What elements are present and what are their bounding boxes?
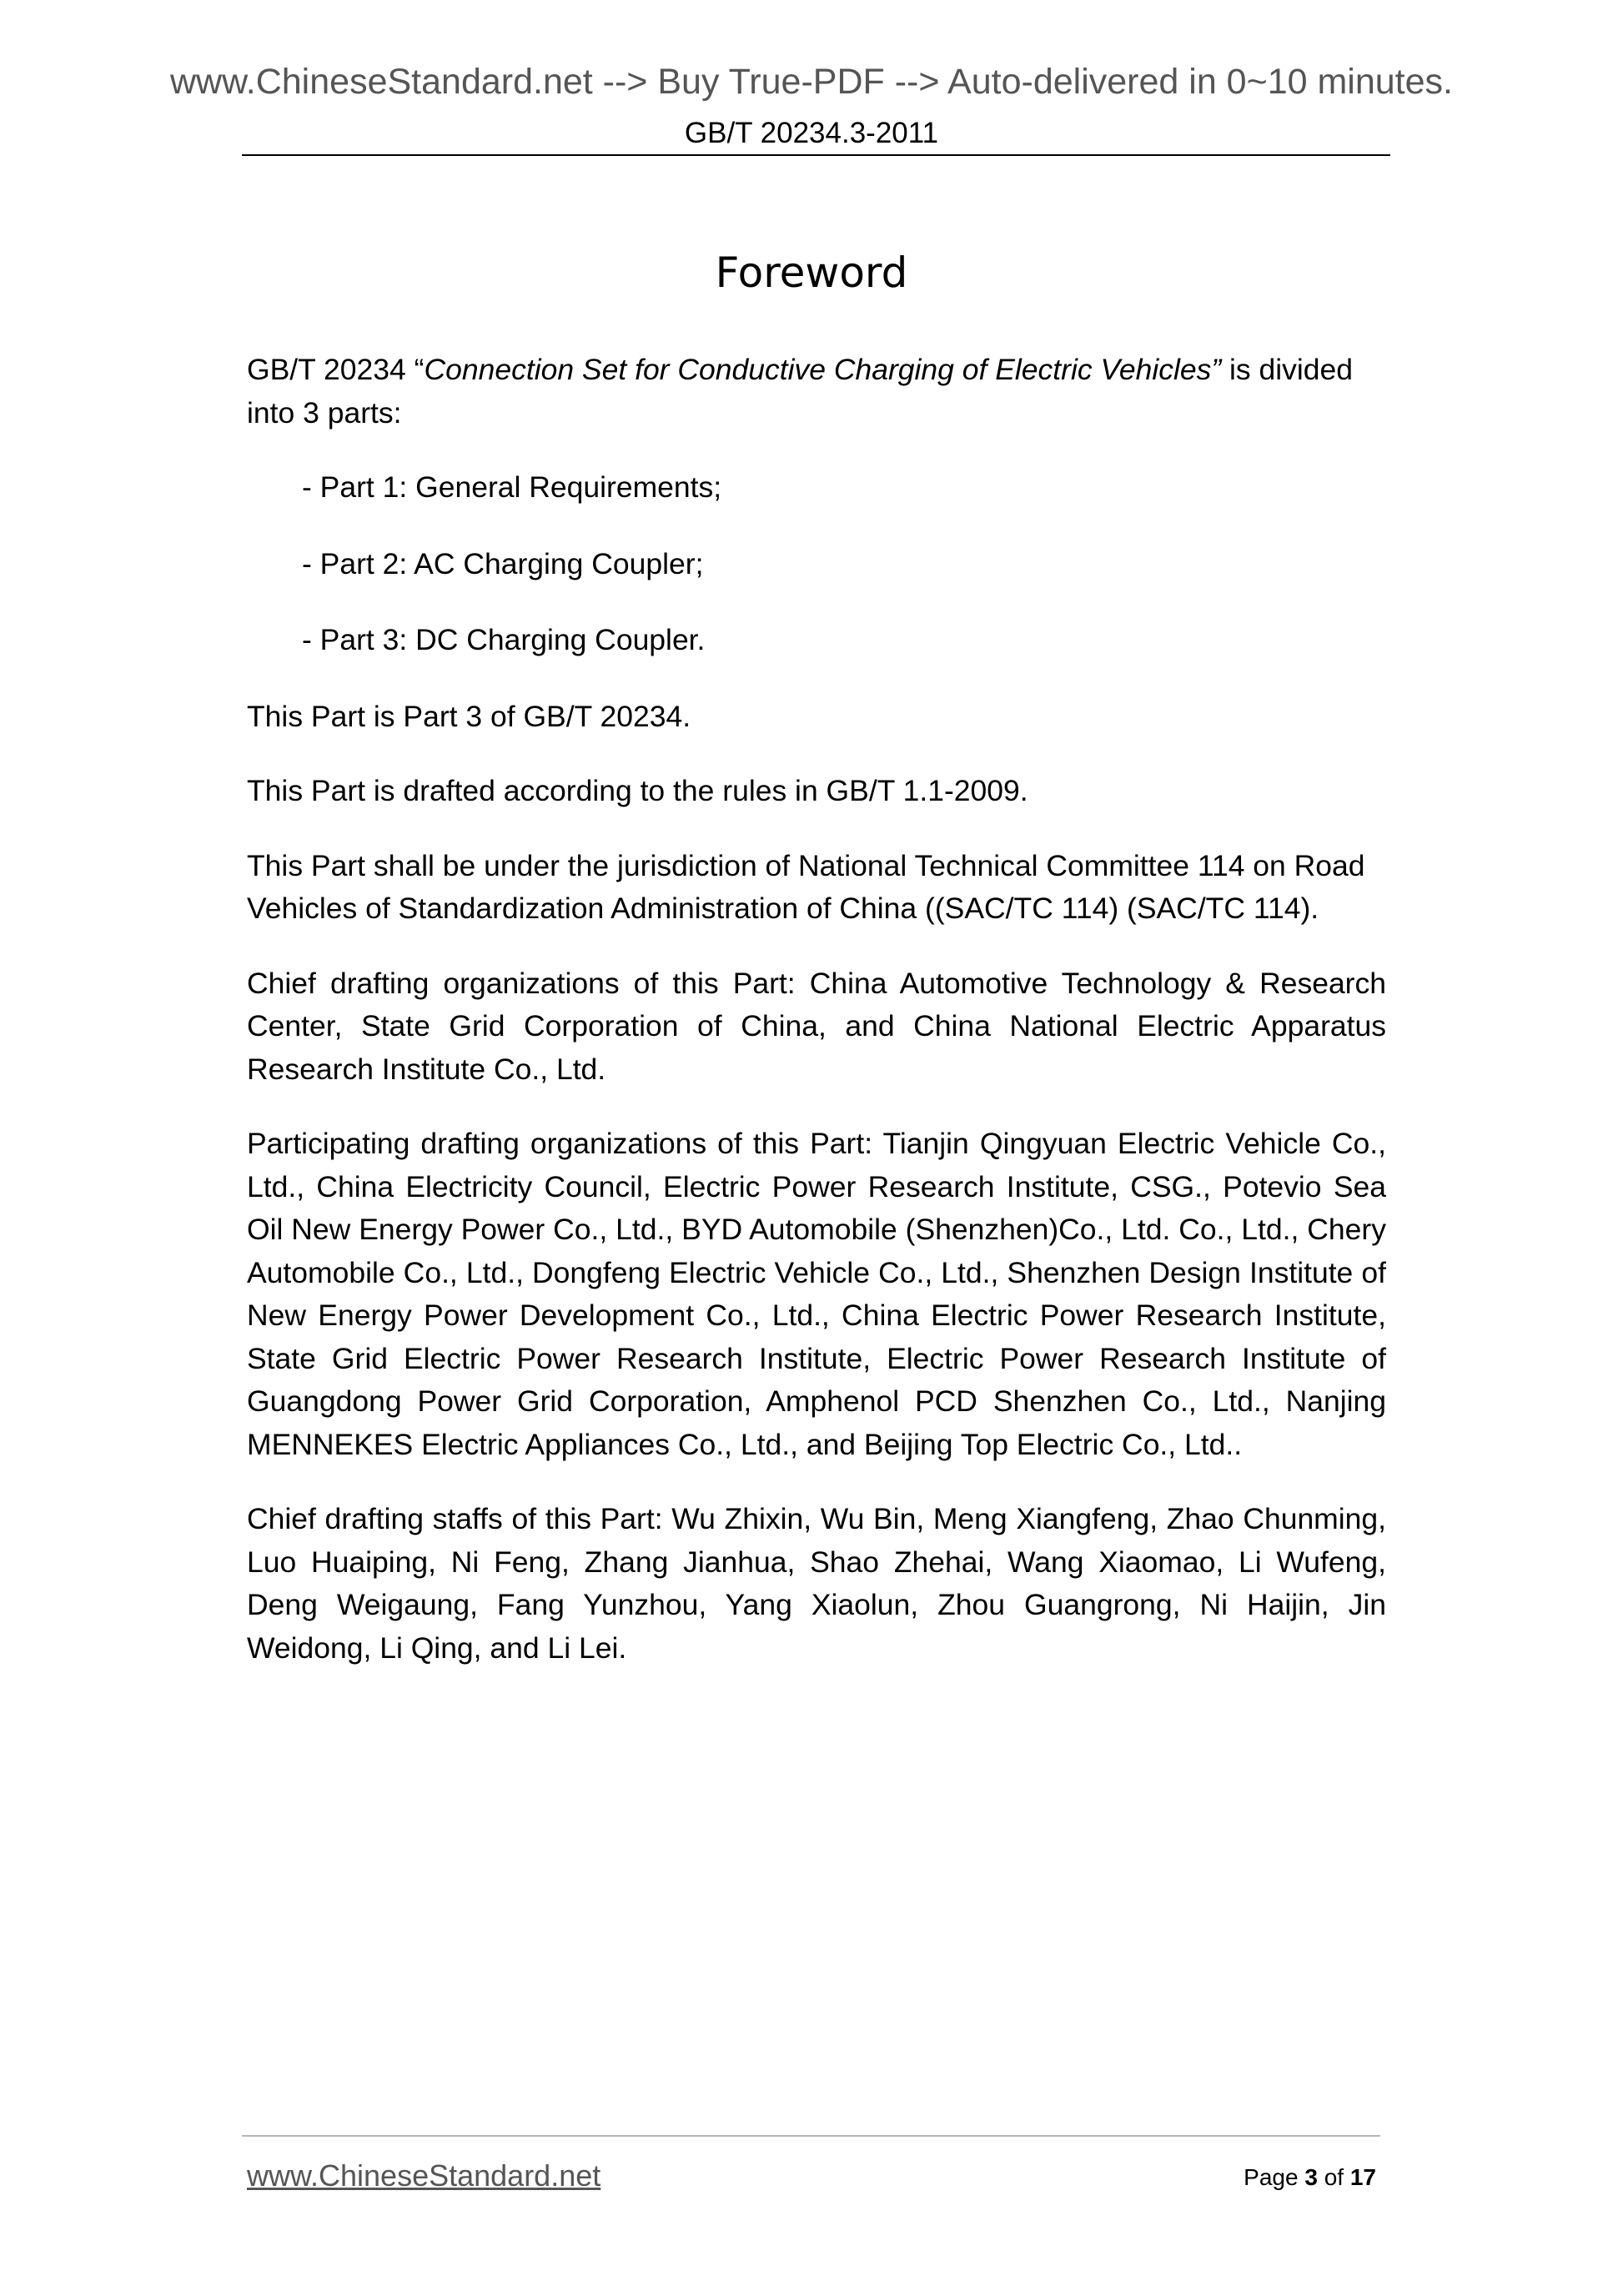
foreword-body xyxy=(247,349,1386,1701)
list-item-part-1: - Part 1: General Requirements; xyxy=(302,470,722,504)
page-number xyxy=(1244,2164,1376,2191)
footer-site-link[interactable]: www.ChineseStandard.net xyxy=(247,2158,601,2193)
participating-orgs-paragraph: Participating drafting organizations of this Part: Tianjin Qingyuan Electric Vehicle Co., Ltd., China Electricity Council, Electric Power Research Institute, CSG., Potevio Sea Oil New Energy Power Co., Ltd., BYD Automobile (Shenzhen)Co., Ltd. Co., Ltd., Chery Automobile Co., Ltd., Dongfeng Electric Vehicle Co., Ltd., Shenzhen Design Institute of New Energy Power Development Co., Ltd., China Electric Power Research Institute, State Grid Electric Power Research Institute, Electric Power Research Institute of Guangdong Power Grid Corporation, Amphenol PCD Shenzhen Co., Ltd., Nanjing MENNEKES Electric Appliances Co., Ltd., and Beijing Top Electric Co., Ltd.. xyxy=(247,1127,1386,1461)
standard-title: Connection Set for Conductive Charging of Electric Vehicles” xyxy=(424,353,1222,386)
page-title: Foreword xyxy=(715,249,908,297)
list-item-part-2: - Part 2: AC Charging Coupler; xyxy=(302,546,704,580)
standard-code: GB/T 20234.3-2011 xyxy=(684,117,939,149)
list-item-part-3: - Part 3: DC Charging Coupler. xyxy=(302,623,706,656)
intro-suffix: is divided into 3 parts: xyxy=(247,353,1354,430)
chief-staff-paragraph: Chief drafting staffs of this Part: Wu Zhixin, Wu Bin, Meng Xiangfeng, Zhao Chunming, Luo Huaiping, Ni Feng, Zhang Jianhua, Shao Zhehai, Wang Xiaomao, Li Wufeng, Deng Weigaung, Fang Yunzhou, Yang Xiaolun, Zhou Guangrong, Ni Haijin, Jin Weidong, Li Qing, and Li Lei. xyxy=(247,1502,1386,1665)
footer-divider xyxy=(242,2135,1380,2137)
page-total: 17 xyxy=(1349,2164,1376,2190)
page-label: Page xyxy=(1244,2164,1305,2190)
chief-orgs-paragraph: Chief drafting organizations of this Part: China Automotive Technology & Research Center, State Grid Corporation of China, and China National Electric Apparatus Research Institute Co., Ltd. xyxy=(247,966,1386,1086)
page-of: of xyxy=(1317,2164,1350,2190)
intro-paragraph xyxy=(247,349,1386,435)
page-current: 3 xyxy=(1304,2164,1318,2190)
drafted-paragraph: This Part is drafted according to the rules in GB/T 1.1-2009. xyxy=(247,774,1028,807)
site-banner: www.ChineseStandard.net --> Buy True-PDF --> Auto-delivered in 0~10 minutes. xyxy=(169,62,1453,102)
jurisdiction-paragraph: This Part shall be under the jurisdiction of National Technical Committee 114 on Road Vehicles of Standardization Administration of China ((SAC/TC 114) (SAC/TC 114). xyxy=(247,848,1365,925)
intro-prefix: GB/T 20234 “ xyxy=(247,353,425,386)
part-of-paragraph: This Part is Part 3 of GB/T 20234. xyxy=(247,699,691,733)
header-divider xyxy=(242,154,1390,156)
